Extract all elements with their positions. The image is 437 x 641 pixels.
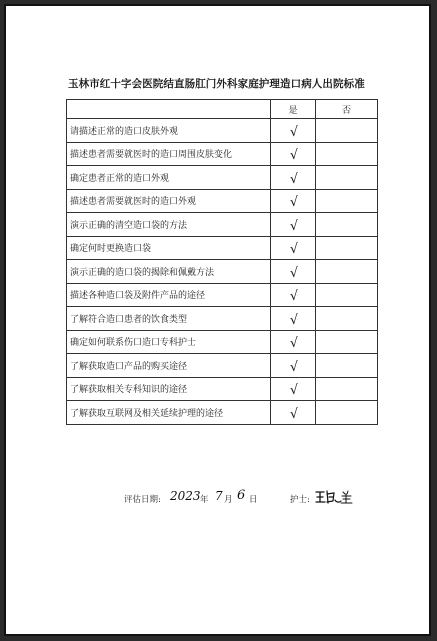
no-cell: [316, 307, 378, 331]
discharge-checklist-table: [66, 99, 378, 425]
day-unit: 日: [249, 495, 258, 505]
date-day: 6: [237, 488, 246, 503]
checklist-item: 了解符合造口患者的饮食类型: [67, 307, 271, 331]
yes-cell: [271, 166, 316, 190]
checkmark-icon: √: [289, 382, 300, 399]
table-row: [67, 166, 378, 190]
date-year: 2023: [170, 489, 201, 503]
yes-cell: [271, 142, 316, 166]
no-cell: [316, 119, 378, 143]
checklist-item: 了解获取相关专科知识的途径: [67, 377, 271, 401]
table-row: [67, 119, 378, 143]
yes-cell: [271, 330, 316, 354]
document-page: [4, 4, 431, 636]
checklist-item: 确定何时更换造口袋: [67, 236, 271, 260]
checkmark-icon: √: [289, 124, 300, 141]
yes-cell: [271, 236, 316, 260]
checklist-item: 确定患者正常的造口外观: [67, 166, 271, 190]
checkmark-icon: √: [289, 171, 300, 188]
checkmark-icon: √: [289, 241, 300, 258]
date-month: 7: [215, 489, 223, 503]
table-row: [67, 189, 378, 213]
month-unit: 月: [224, 495, 233, 505]
header-item: [67, 100, 271, 119]
no-cell: [316, 330, 378, 354]
yes-cell: [271, 213, 316, 237]
no-cell: [316, 377, 378, 401]
no-cell: [316, 236, 378, 260]
no-cell: [316, 166, 378, 190]
checkmark-icon: √: [289, 335, 300, 352]
checklist-item: 演示正确的清空造口袋的方法: [67, 213, 271, 237]
checklist-item: 了解获取造口产品的购买途径: [67, 354, 271, 378]
yes-cell: [271, 401, 316, 425]
checkmark-icon: √: [289, 359, 300, 376]
checkmark-icon: √: [289, 406, 300, 423]
no-cell: [316, 189, 378, 213]
year-unit: 年: [200, 495, 209, 505]
no-cell: [316, 401, 378, 425]
yes-cell: [271, 119, 316, 143]
yes-cell: [271, 354, 316, 378]
no-cell: [316, 142, 378, 166]
table-header-row: [67, 100, 378, 119]
yes-cell: [271, 260, 316, 284]
checkmark-icon: √: [289, 312, 300, 329]
yes-cell: [271, 189, 316, 213]
nurse-signature: [314, 488, 354, 506]
table-row: [67, 401, 378, 425]
yes-cell: [271, 307, 316, 331]
header-yes: 是: [271, 100, 316, 119]
table-row: [67, 377, 378, 401]
checklist-item: 请描述正常的造口皮肤外观: [67, 119, 271, 143]
checklist-item: 描述患者需要就医时的造口外观: [67, 189, 271, 213]
table-row: [67, 260, 378, 284]
table-row: [67, 330, 378, 354]
no-cell: [316, 260, 378, 284]
checkmark-icon: √: [289, 218, 300, 235]
checkmark-icon: √: [289, 288, 300, 305]
checklist-item: 了解获取互联网及相关延续护理的途径: [67, 401, 271, 425]
yes-cell: [271, 283, 316, 307]
checkmark-icon: √: [289, 265, 300, 282]
checkmark-icon: √: [289, 147, 300, 164]
header-no: 否: [316, 100, 378, 119]
no-cell: [316, 283, 378, 307]
no-cell: [316, 354, 378, 378]
checklist-item: 描述各种造口袋及附件产品的途径: [67, 283, 271, 307]
document-title: 玉林市红十字会医院结直肠肛门外科家庭护理造口病人出院标准: [68, 78, 365, 90]
yes-cell: [271, 377, 316, 401]
checklist-item: 描述患者需要就医时的造口周围皮肤变化: [67, 142, 271, 166]
table-row: [67, 142, 378, 166]
table-row: [67, 213, 378, 237]
nurse-label: 护士:: [290, 495, 310, 505]
checklist-item: 演示正确的造口袋的揭除和佩戴方法: [67, 260, 271, 284]
checklist-item: 确定如何联系伤口造口专科护士: [67, 330, 271, 354]
table-row: [67, 236, 378, 260]
checkmark-icon: √: [289, 194, 300, 211]
date-label: 评估日期:: [124, 495, 161, 505]
table-row: [67, 354, 378, 378]
table-row: [67, 307, 378, 331]
no-cell: [316, 213, 378, 237]
table-row: [67, 283, 378, 307]
